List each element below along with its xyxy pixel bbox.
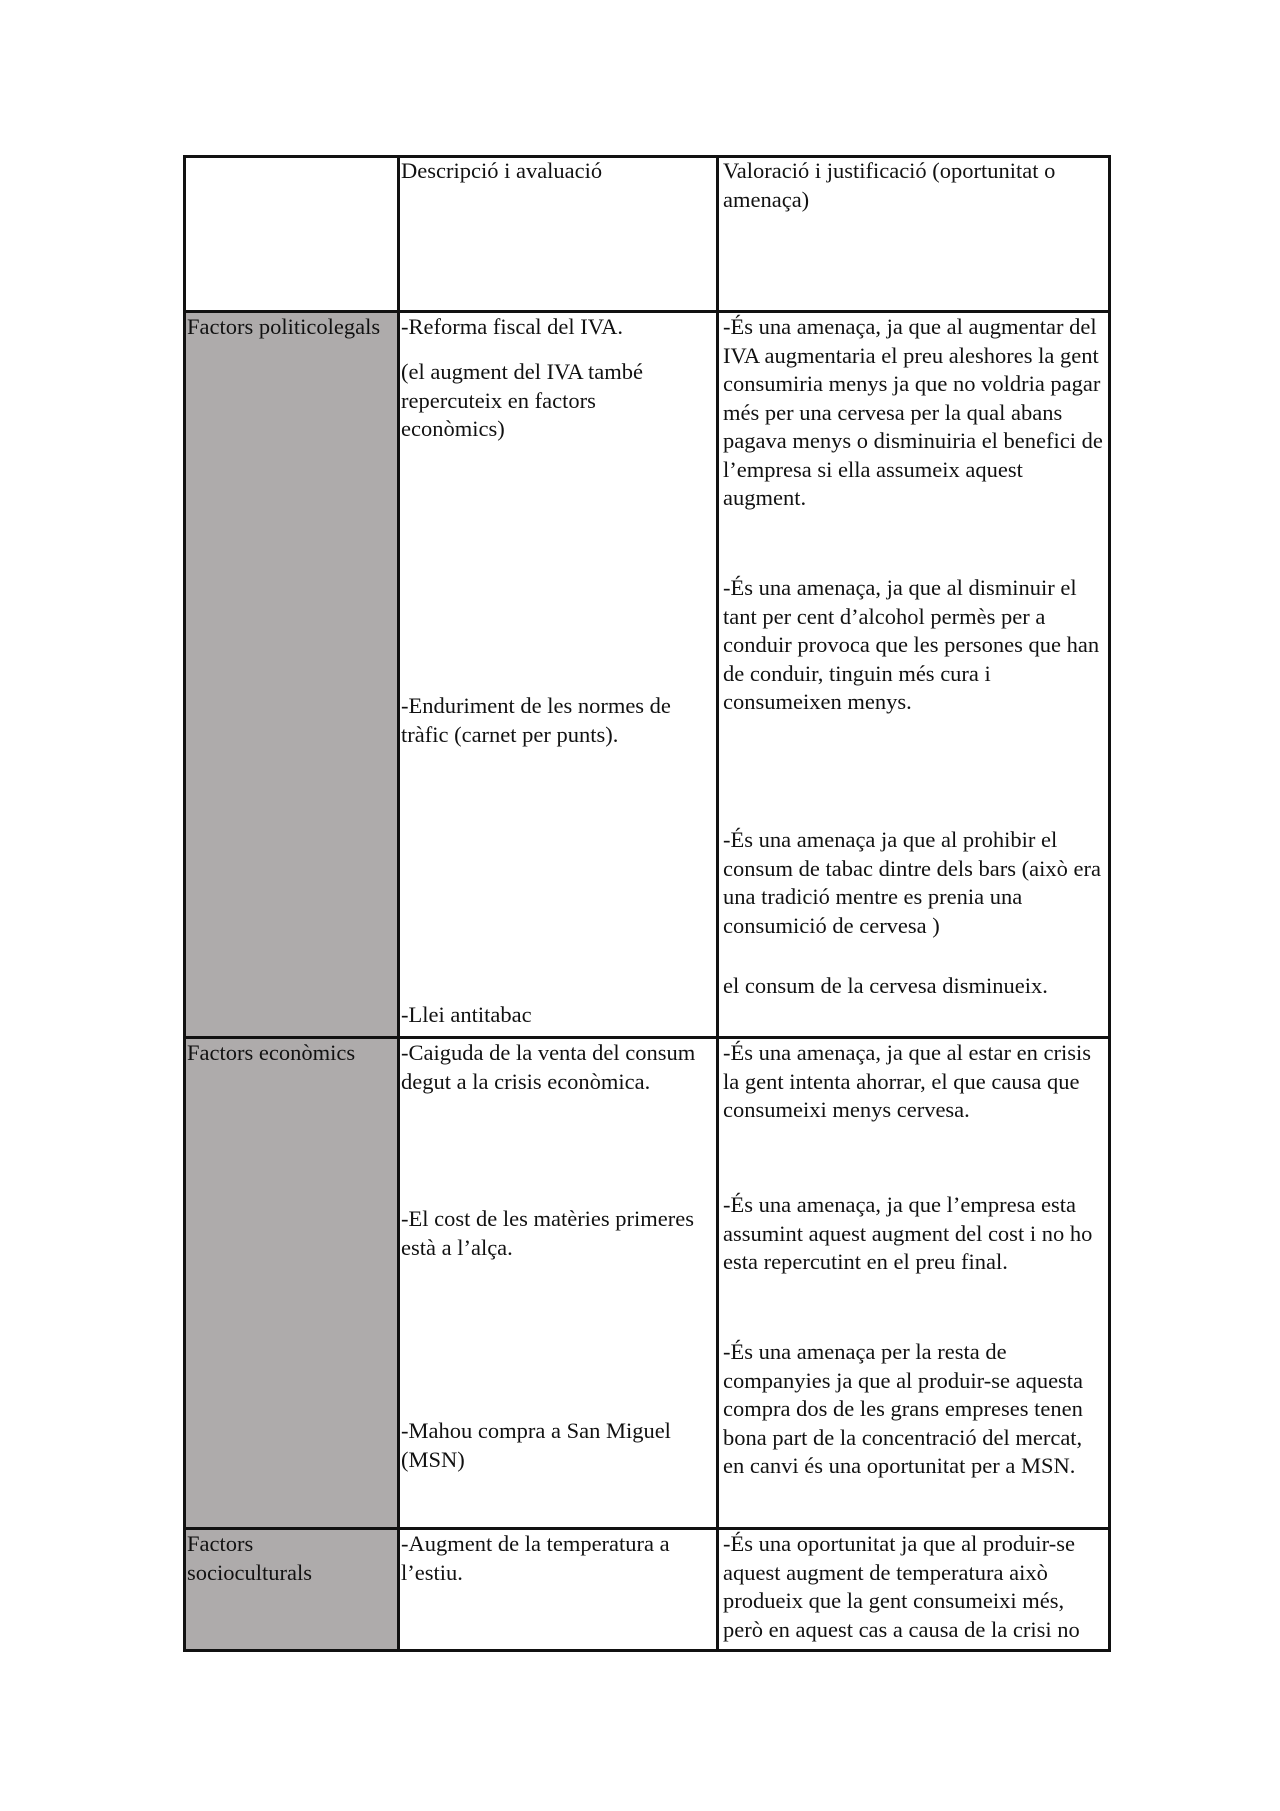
header-valuation: Valoració i justificació (oportunitat o amenaça) xyxy=(723,158,1056,212)
table-border-bottom xyxy=(183,1649,1111,1652)
desc-economics-1: -Caiguda de la venta del consum degut a la crisis econòmica. xyxy=(401,1040,696,1094)
row-label-politicolegals: Factors politicolegals xyxy=(187,314,381,339)
row-label-socioculturals: Factors socioculturals xyxy=(187,1531,312,1585)
val-politicolegals-2: -És una amenaça, ja que al disminuir el tant per cent d’alcohol permès per a conduir provoca que les persones que han de conduir, tinguin més cura i consumeixen menys. xyxy=(723,575,1100,714)
table-border-left xyxy=(183,155,186,1652)
desc-economics-2: -El cost de les matèries primeres està a l’alça. xyxy=(401,1206,695,1260)
desc-politicolegals-1: -Reforma fiscal del IVA. xyxy=(401,314,624,339)
label-column-shade xyxy=(185,313,398,1650)
val-socioculturals-1: -És una oportunitat ja que al produir-se aquest augment de temperatura això produeix que la gent consumeixi més, però en aquest cas a causa de la crisi no xyxy=(723,1531,1080,1642)
val-politicolegals-3: -És una amenaça ja que al prohibir el consum de tabac dintre dels bars (això era una tradició mentre es prenia una consumició de cervesa ) xyxy=(723,827,1101,938)
pest-analysis-table xyxy=(183,155,1111,1652)
header-description: Descripció i avaluació xyxy=(401,158,603,183)
column-divider-1 xyxy=(397,155,400,1652)
desc-economics-3: -Mahou compra a San Miguel (MSN) xyxy=(401,1418,671,1472)
desc-politicolegals-3: -Enduriment de les normes de tràfic (carnet per punts). xyxy=(401,693,671,747)
row-label-economics: Factors econòmics xyxy=(187,1040,356,1065)
val-economics-3: -És una amenaça per la resta de companyies ja que al produir-se aquesta compra dos de les grans empreses tenen bona part de la concentració del mercat, en canvi és una oportunitat per a MSN. xyxy=(723,1339,1084,1478)
val-economics-2: -És una amenaça, ja que l’empresa esta assumint aquest augment del cost i no ho esta repercutint en el preu final. xyxy=(723,1192,1093,1274)
val-politicolegals-1: -És una amenaça, ja que al augmentar del IVA augmentaria el preu aleshores la gent consumiria menys ja que no voldria pagar més per una cervesa per la qual abans pagava menys o disminuiria el benefici de l’empresa si ella assumeix aquest augment. xyxy=(723,314,1103,510)
desc-socioculturals-1: -Augment de la temperatura a l’estiu. xyxy=(401,1531,670,1585)
column-divider-2 xyxy=(716,155,719,1652)
desc-politicolegals-2: (el augment del IVA també repercuteix en factors econòmics) xyxy=(401,359,644,441)
val-politicolegals-4: el consum de la cervesa disminueix. xyxy=(723,973,1048,998)
desc-politicolegals-4: -Llei antitabac xyxy=(401,1002,532,1027)
val-economics-1: -És una amenaça, ja que al estar en crisis la gent intenta ahorrar, el que causa que consumeixi menys cervesa. xyxy=(723,1040,1091,1122)
